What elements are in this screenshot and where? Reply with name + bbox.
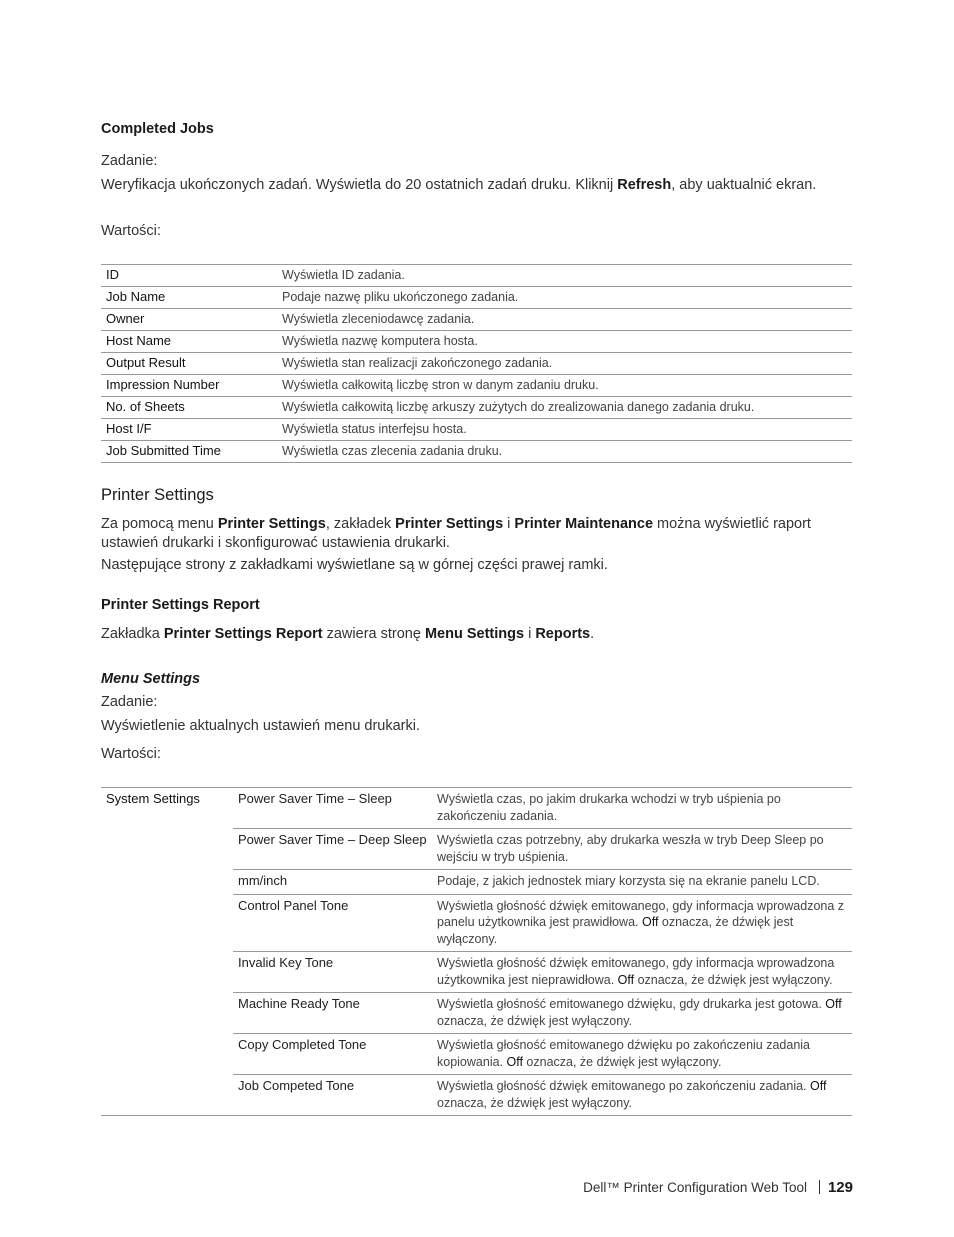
- row-value: Wyświetla ID zadania.: [277, 265, 852, 287]
- menu-printer-settings-term: Printer Settings: [217, 516, 326, 532]
- description-text: Podaje, z jakich jednostek miary korzysta się na ekranie panelu LCD.: [437, 874, 820, 888]
- table-row: [101, 441, 852, 463]
- tab-printer-settings-term: Printer Settings: [395, 516, 504, 532]
- row-value: Podaje nazwę pliku ukończonego zadania.: [277, 287, 852, 309]
- row-value: Wyświetla całkowitą liczbę arkuszy zużytych do zrealizowania danego zadania druku.: [277, 397, 852, 419]
- footer-title: Dell™ Printer Configuration Web Tool: [583, 1180, 807, 1195]
- completed-jobs-task-label: Zadanie:: [101, 153, 158, 169]
- table-row: [101, 287, 852, 309]
- menu-settings-heading: Menu Settings: [101, 671, 201, 687]
- description-text-end: oznacza, że dźwięk jest wyłączony.: [437, 1013, 632, 1028]
- setting-name: Invalid Key Tone: [233, 952, 432, 993]
- text: Zakładka: [101, 626, 164, 642]
- off-term: Off: [810, 1079, 827, 1093]
- row-key: Host Name: [101, 331, 277, 353]
- printer-settings-report-heading: Printer Settings Report: [101, 597, 260, 613]
- setting-description: [432, 1034, 852, 1075]
- off-term: Off: [506, 1054, 523, 1069]
- group-label: System Settings: [101, 788, 233, 1116]
- row-key: ID: [101, 265, 277, 287]
- setting-name: Power Saver Time – Deep Sleep: [233, 829, 432, 870]
- off-term: Off: [825, 997, 842, 1011]
- page-number: 129: [827, 1179, 853, 1196]
- description-text-end: oznacza, że dźwięk jest wyłączony.: [437, 1095, 632, 1110]
- row-key: Job Submitted Time: [101, 441, 277, 463]
- description-text: Weryfikacja ukończonych zadań. Wyświetla do 20 ostatnich zadań druku. Kliknij: [101, 177, 618, 193]
- table-row: [101, 309, 852, 331]
- table-row: [101, 397, 852, 419]
- menu-settings-task-label: Zadanie:: [101, 694, 158, 710]
- setting-name: Job Competed Tone: [233, 1075, 432, 1116]
- description-text: Wyświetla głośność dźwięk emitowanego, gdy informacja wprowadzona z panelu użytkownika jest prawidłowa.: [437, 898, 845, 929]
- menu-settings-term: Menu Settings: [424, 626, 525, 642]
- table-row: [101, 265, 852, 287]
- description-text-end: oznacza, że dźwięk jest wyłączony.: [522, 1054, 722, 1069]
- refresh-term: Refresh: [617, 177, 672, 193]
- row-value: Wyświetla stan realizacji zakończonego zadania.: [277, 353, 852, 375]
- description-text-end: oznacza, że dźwięk jest wyłączony.: [634, 972, 833, 987]
- row-value: Wyświetla zleceniodawcę zadania.: [277, 309, 852, 331]
- row-key: Owner: [101, 309, 277, 331]
- off-term: Off: [617, 972, 635, 987]
- setting-name: mm/inch: [233, 870, 432, 895]
- footer-separator: [819, 1180, 820, 1194]
- description-text-end: , aby uaktualnić ekran.: [671, 177, 817, 193]
- printer-settings-heading: Printer Settings: [101, 486, 214, 504]
- completed-jobs-values-label: Wartości:: [101, 223, 161, 239]
- description-text: Wyświetla czas, po jakim drukarka wchodzi w tryb uśpienia po zakończeniu zadania.: [437, 792, 781, 823]
- table-row: [101, 331, 852, 353]
- table-row: [101, 788, 852, 829]
- text: Za pomocą menu: [101, 516, 218, 532]
- description-text: Wyświetla głośność emitowanego dźwięku, gdy drukarka jest gotowa.: [437, 997, 826, 1011]
- row-key: Output Result: [101, 353, 277, 375]
- row-value: Wyświetla nazwę komputera hosta.: [277, 331, 852, 353]
- row-key: Host I/F: [101, 419, 277, 441]
- page-footer: [583, 1179, 853, 1196]
- row-key: Impression Number: [101, 375, 277, 397]
- printer-settings-paragraph-2: Następujące strony z zakładkami wyświetlane są w górnej części prawej ramki.: [101, 557, 608, 573]
- table-row: [101, 419, 852, 441]
- setting-description: [432, 993, 852, 1034]
- setting-description: [432, 952, 852, 993]
- printer-settings-paragraph-1: [101, 515, 836, 553]
- completed-jobs-table: [101, 264, 852, 463]
- setting-description: [432, 870, 852, 895]
- row-key: No. of Sheets: [101, 397, 277, 419]
- menu-settings-description: Wyświetlenie aktualnych ustawień menu drukarki.: [101, 718, 421, 734]
- text: można wyświetlić raport ustawień drukarki i skonfigurować ustawienia drukarki.: [101, 516, 811, 551]
- setting-description: [432, 1075, 852, 1116]
- completed-jobs-description: [101, 176, 846, 195]
- row-key: Job Name: [101, 287, 277, 309]
- printer-settings-report-paragraph: [101, 625, 846, 644]
- printer-settings-report-term: Printer Settings Report: [163, 626, 323, 642]
- row-value: Wyświetla całkowitą liczbę stron w danym zadaniu druku.: [277, 375, 852, 397]
- row-value: Wyświetla status interfejsu hosta.: [277, 419, 852, 441]
- row-value: Wyświetla czas zlecenia zadania druku.: [277, 441, 852, 463]
- printer-maintenance-term: Printer Maintenance: [514, 516, 654, 532]
- off-term: Off: [641, 915, 659, 929]
- text: , zakładek: [325, 516, 396, 532]
- text: .: [590, 626, 595, 642]
- description-text: Wyświetla głośność emitowanego dźwięku po zakończeniu zadania kopiowania.: [437, 1038, 811, 1069]
- setting-description: [432, 788, 852, 829]
- setting-description: [432, 829, 852, 870]
- completed-jobs-heading: Completed Jobs: [101, 121, 214, 137]
- text: i: [524, 626, 536, 642]
- description-text-end: oznacza, że dźwięk jest wyłączony.: [437, 915, 794, 946]
- table-row: [101, 375, 852, 397]
- description-text: Wyświetla głośność dźwięk emitowanego po zakończeniu zadania.: [437, 1079, 811, 1093]
- reports-term: Reports: [535, 626, 591, 642]
- table-row: [101, 353, 852, 375]
- setting-description: [432, 894, 852, 952]
- description-text: Wyświetla czas potrzebny, aby drukarka weszła w tryb Deep Sleep po wejściu w tryb uśpienia.: [437, 833, 824, 864]
- setting-name: Control Panel Tone: [233, 894, 432, 952]
- setting-name: Copy Completed Tone: [233, 1034, 432, 1075]
- menu-settings-table: [101, 787, 852, 1116]
- setting-name: Power Saver Time – Sleep: [233, 788, 432, 829]
- setting-name: Machine Ready Tone: [233, 993, 432, 1034]
- text: zawiera stronę: [322, 626, 425, 642]
- text: i: [503, 516, 515, 532]
- menu-settings-values-label: Wartości:: [101, 746, 161, 762]
- description-text: Wyświetla głośność dźwięk emitowanego, gdy informacja wprowadzona użytkownika jest nieprawidłowa.: [437, 956, 835, 987]
